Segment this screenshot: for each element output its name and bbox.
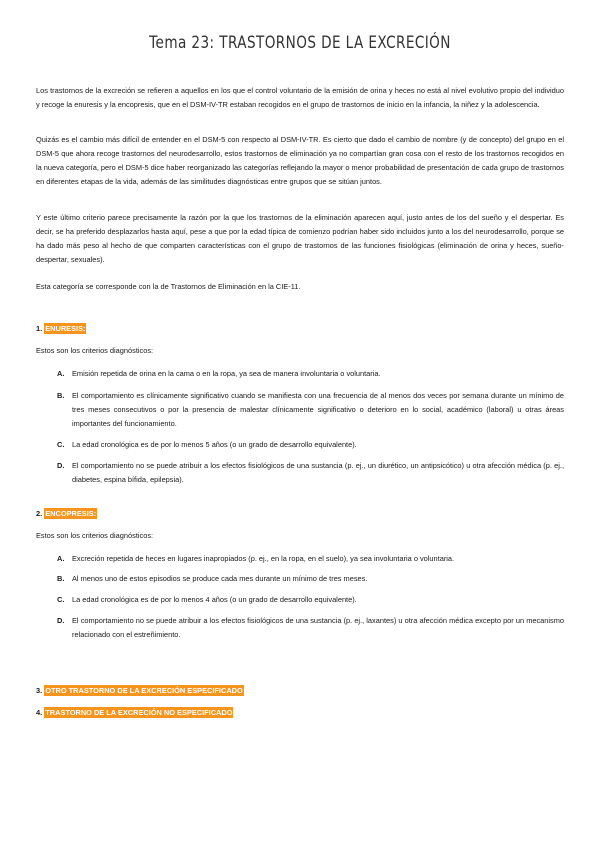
list-letter: B. [57,574,65,583]
section-intro: Estos son los criterios diagnósticos: [36,346,154,355]
section-heading-unspecified [36,706,233,720]
paragraph: Los trastornos de la excreción se refieren a aquellos en los que el control voluntario de la emisión de orina y heces no está al nivel evolutivo propio del individuo y recoge la enuresis y la encopresis, que en el DSM-IV-TR estaban recogidos en el grupo de trastornos de inicio en la infancia, la niñez y la adolescencia. [36,86,564,109]
section-title: ENURESIS: [45,324,86,333]
section-intro: Estos son los criterios diagnósticos: [36,531,154,540]
section-title: TRASTORNO DE LA EXCRECIÓN NO ESPECIFICADO [45,708,233,717]
page-title: Tema 23: TRASTORNOS DE LA EXCRECIÓN [149,33,451,53]
section-number: 2. [36,509,43,518]
section-number: 3. [36,686,43,695]
list-letter: C. [57,440,65,449]
list-text: El comportamiento no se puede atribuir a los efectos fisiológicos de una sustancia (p. ej., laxantes) u otra afección médica excepto por un mecanismo relacionado con el estreñimiento. [72,616,564,639]
list-item [57,552,564,566]
list-item [57,438,564,452]
list-item [57,572,564,586]
list-letter: C. [57,595,65,604]
list-letter: A. [57,369,65,378]
list-letter: D. [57,461,65,470]
list-item [57,367,564,381]
list-text: Excreción repetida de heces en lugares inapropiados (p. ej., en la ropa, en el suelo), ya sea involuntaria o voluntaria. [72,554,455,563]
section-title: OTRO TRASTORNO DE LA EXCRECIÓN ESPECIFICADO [45,686,243,695]
section-number: 1. [36,324,43,333]
list-item [57,389,564,431]
list-text: La edad cronológica es de por lo menos 5 años (o un grado de desarrollo equivalente). [72,440,357,449]
section-heading-encopresis [36,507,97,521]
list-text: La edad cronológica es de por lo menos 4 años (o un grado de desarrollo equivalente). [72,595,357,604]
section-heading-enuresis [36,322,86,336]
list-text: El comportamiento es clínicamente significativo cuando se manifiesta con una frecuencia de al menos dos veces por semana durante un mínimo de tres meses consecutivos o por la presencia de malestar clínicamente significativo o deterioro en lo social, académico (laboral) u otras áreas importantes del funcionamiento. [72,391,564,428]
list-item [57,459,564,487]
list-text: Al menos uno de estos episodios se produce cada mes durante un mínimo de tres meses. [72,574,368,583]
list-letter: D. [57,616,65,625]
list-letter: A. [57,554,65,563]
list-item [57,593,564,607]
list-item [57,614,564,642]
list-letter: B. [57,391,65,400]
list-text: El comportamiento no se puede atribuir a los efectos fisiológicos de una sustancia (p. ej., un diurético, un antipsicótico) u otra afección médica (p. ej., diabetes, espina bífida, epilepsia). [72,461,564,484]
list-text: Emisión repetida de orina en la cama o en la ropa, ya sea de manera involuntaria o voluntaria. [72,369,381,378]
paragraph: Esta categoría se corresponde con la de Trastornos de Eliminación en la CIE-11. [36,282,301,291]
section-heading-other-specified [36,684,244,698]
paragraph: Quizás es el cambio más difícil de entender en el DSM-5 con respecto al DSM-IV-TR. Es cierto que dado el cambio de nombre (y de concepto) del grupo en el DSM-5 que ahora recoge trastornos del neurodesarrollo, estos trastornos de eliminación ya no compartían gran cosa con el resto de los trastornos recogidos en la nueva categoría, pero el DSM-5 dice haber reorganizado las categorías reflejando la mayor o menor probabilidad de presentación de cada grupo de trastornos en diferentes etapas de la vida, además de las similitudes diagnósticas entre grupos que se sitúan juntos. [36,135,564,186]
paragraph: Y este último criterio parece precisamente la razón por la que los trastornos de la eliminación aparecen aquí, justo antes de los del sueño y el despertar. Es decir, se ha preferido desplazarlos hasta aquí, pese a que por la edad típica de comienzo podrían haber sido incluidos junto a los del neurodesarrollo, porque se ha dado más peso al hecho de que comparten características con el grupo de trastornos de las funciones fisiológicas (eliminación de orina y heces, sueño-despertar, sexuales). [36,213,564,264]
section-number: 4. [36,708,43,717]
section-title: ENCOPRESIS: [45,509,97,518]
